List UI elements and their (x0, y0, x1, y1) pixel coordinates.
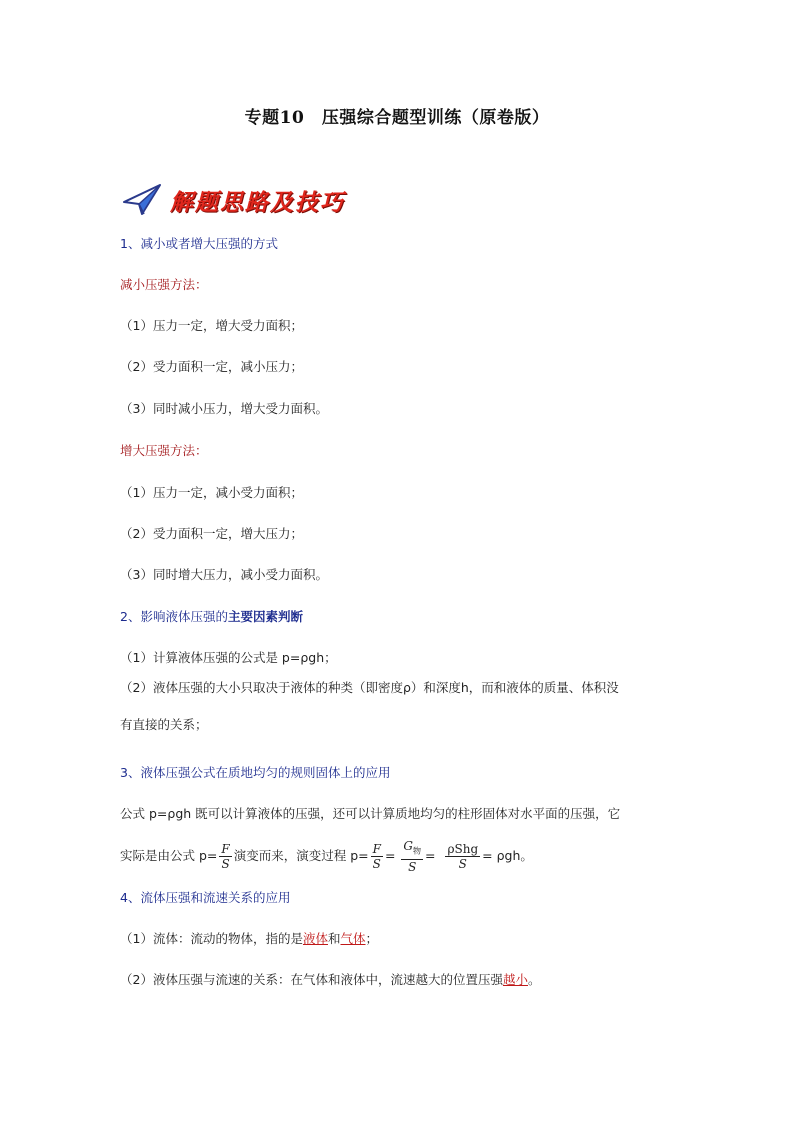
frac-denominator: S (221, 857, 230, 871)
s4-item-2-end: 。 (527, 972, 541, 987)
section-4-heading: 4、流体压强和流速关系的应用 (120, 890, 291, 905)
s4-item-1-end: ； (365, 931, 379, 946)
s3-formula-line (120, 838, 533, 874)
fraction-f-over-s-2 (371, 842, 383, 871)
increase-item-1: （1）压力一定，减小受力面积； (120, 485, 303, 500)
frac-denominator: S (458, 857, 467, 871)
frac-numerator: F (221, 842, 230, 856)
frac-g-subscript: 物 (413, 846, 421, 856)
frac-denominator: S (408, 859, 417, 874)
s4-item-1-text: （1）流体：流动的物体，指的是 (120, 931, 303, 946)
s3-line-1: 公式 p=ρgh 既可以计算液体的压强，还可以计算质地均匀的柱形固体对水平面的压强，它 (120, 806, 621, 821)
decrease-item-1: （1）压力一定，增大受力面积； (120, 318, 303, 333)
keyword-smaller: 越小 (502, 972, 528, 987)
equals-sign: = (482, 848, 493, 863)
s2-item-2-line-2: 有直接的关系； (120, 717, 208, 732)
s3-tail: ρgh。 (496, 848, 533, 863)
keyword-liquid: 液体 (302, 931, 328, 946)
increase-method-label: 增大压强方法： (120, 443, 208, 458)
s2-item-2-line-1: （2）液体压强的大小只取决于液体的种类（即密度ρ）和深度h，而和液体的质量、体积没 (120, 680, 619, 695)
decrease-item-2: （2）受力面积一定，减小压力； (120, 359, 303, 374)
fraction-f-over-s (219, 842, 231, 871)
keyword-gas: 气体 (340, 931, 366, 946)
section-2-heading (120, 608, 303, 626)
s3-line-2a: 实际是由公式 p= (120, 848, 218, 863)
section-1-heading: 1、减小或者增大压强的方式 (120, 236, 278, 251)
s4-item-2-text: （2）液体压强与流速的关系：在气体和液体中，流速越大的位置压强 (120, 972, 503, 987)
section-banner (122, 180, 422, 220)
increase-item-3: （3）同时增大压力，减小受力面积。 (120, 567, 328, 582)
section-3-heading: 3、液体压强公式在质地均匀的规则固体上的应用 (120, 765, 391, 780)
decrease-item-3: （3）同时减小压力，增大受力面积。 (120, 401, 328, 416)
frac-numerator: F (372, 842, 381, 856)
s4-item-1 (120, 930, 378, 948)
fraction-g-over-s (401, 839, 423, 873)
s4-item-1-and: 和 (327, 931, 341, 946)
frac-denominator: S (372, 857, 381, 871)
paper-plane-icon (122, 182, 162, 216)
page-title: 专题10 压强综合题型训练（原卷版） (244, 108, 550, 128)
equals-sign: = (384, 848, 396, 863)
fraction-rhoshg-over-s (445, 842, 480, 871)
s2-item-1: （1）计算液体压强的公式是 p=ρgh； (120, 650, 337, 665)
increase-item-2: （2）受力面积一定，增大压力； (120, 526, 303, 541)
frac-g-symbol: G (403, 839, 413, 854)
frac-numerator: ρShg (447, 842, 479, 856)
section-2-heading-text: 2、影响液体压强的 (120, 609, 228, 624)
banner-title: 解题思路及技巧 (170, 189, 345, 216)
s4-item-2 (120, 971, 541, 989)
section-2-heading-emphasis: 主要因素判断 (227, 609, 303, 624)
decrease-method-label: 减小压强方法： (120, 277, 208, 292)
s3-line-2b: 演变而来，演变过程 p= (233, 848, 369, 863)
equals-sign: = (425, 848, 436, 863)
frac-numerator-g (401, 839, 423, 859)
